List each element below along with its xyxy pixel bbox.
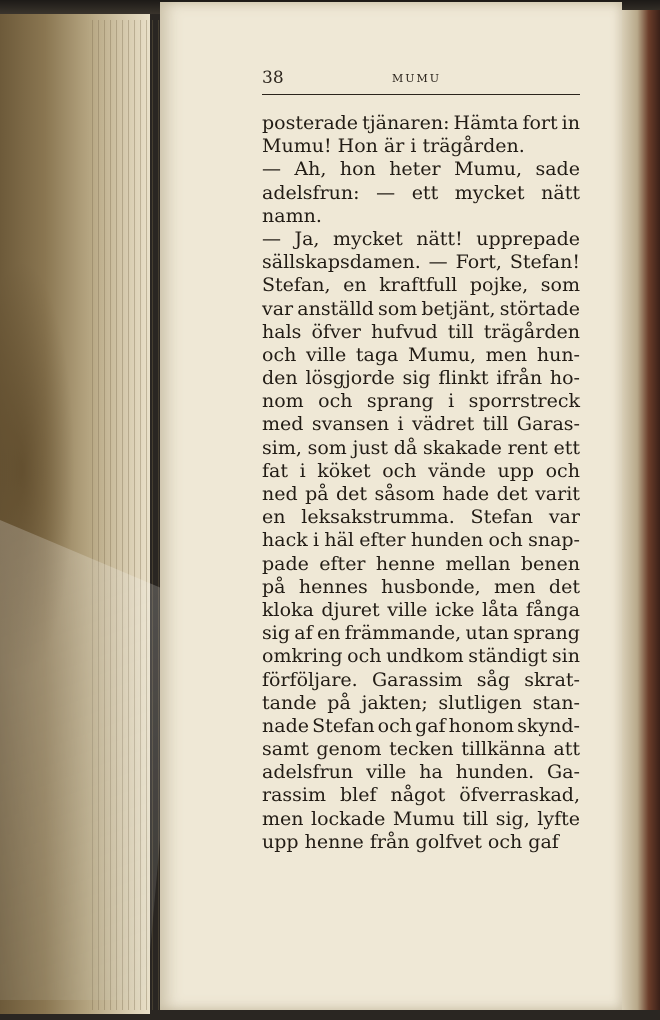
header-rule <box>262 94 580 95</box>
word: såg <box>476 668 510 691</box>
word: — <box>262 158 281 181</box>
word: nade <box>262 714 309 737</box>
text-line <box>262 669 580 692</box>
word: just <box>352 436 389 459</box>
word: öfver <box>311 320 362 343</box>
word: Fort, <box>455 251 502 274</box>
word: köket <box>317 459 371 482</box>
word: Hämta <box>453 112 519 134</box>
word: hals <box>262 320 302 343</box>
text-line <box>262 761 580 784</box>
word: lockade <box>311 807 386 830</box>
word: men <box>485 343 528 366</box>
word: benen <box>520 552 580 575</box>
text-line <box>262 321 580 344</box>
running-head: MUMU <box>392 72 442 85</box>
page-number: 38 <box>262 68 284 88</box>
word: och <box>488 529 523 552</box>
word: adelsfrun <box>262 761 354 784</box>
word: heter <box>389 158 441 181</box>
word: pojke, <box>469 274 529 297</box>
word: förföljare. <box>262 668 358 691</box>
word: till <box>447 320 474 343</box>
word: vände <box>428 459 486 482</box>
word: snap- <box>528 529 580 552</box>
word: henne <box>375 552 436 575</box>
word: hunden. <box>455 761 535 784</box>
text-line: Mumu! Hon är i trägården. <box>262 135 525 158</box>
word: tillkänna <box>461 738 546 761</box>
word: hack <box>262 529 308 552</box>
word: en <box>316 622 341 645</box>
word: Garassim <box>371 668 463 691</box>
word: en <box>343 274 367 297</box>
word: sällskapsdamen. <box>262 251 421 274</box>
word: sig <box>402 367 431 390</box>
word: fånga <box>525 598 580 621</box>
word: upprepade <box>476 227 580 250</box>
word: sade <box>535 158 580 181</box>
word: svansen <box>311 413 390 436</box>
word: i <box>448 390 455 413</box>
word: taga <box>355 343 399 366</box>
text-line <box>262 529 580 552</box>
text-line <box>262 413 580 436</box>
text-line <box>262 645 580 668</box>
word: Mumu, <box>408 343 476 366</box>
word: på <box>327 691 351 714</box>
word: mycket <box>454 181 525 204</box>
word: tande <box>262 691 317 714</box>
word: och <box>262 343 297 366</box>
word: nom <box>262 390 304 413</box>
word: sig, <box>495 807 530 830</box>
text-line <box>262 182 580 205</box>
word: hade <box>442 483 490 505</box>
text-line <box>262 483 580 506</box>
word: skakade <box>423 436 502 459</box>
word: fat <box>262 459 288 482</box>
text-line <box>262 344 580 367</box>
word: utan <box>465 622 509 645</box>
word: som <box>378 297 418 320</box>
word: slutligen <box>438 691 522 714</box>
word: Mumu <box>392 807 455 830</box>
word: genom <box>316 738 382 761</box>
page-header <box>262 66 580 96</box>
text-line: upp henne från golfvet och gaf <box>262 830 559 853</box>
text-line <box>262 553 580 576</box>
word: som <box>307 436 347 459</box>
word: sin <box>551 645 580 668</box>
word: in <box>561 112 580 134</box>
text-line <box>262 808 580 831</box>
text-line <box>262 112 580 135</box>
word: Garas- <box>516 413 580 436</box>
word: ständigt <box>468 645 548 668</box>
text-line <box>262 437 580 460</box>
word: det <box>548 575 580 598</box>
word: betjänt, <box>421 297 496 320</box>
word: fort <box>522 112 558 134</box>
word: och <box>382 459 417 482</box>
word: sig <box>262 622 290 645</box>
word: af <box>294 622 313 645</box>
word: blef <box>339 784 377 807</box>
text-line <box>262 158 580 181</box>
word: kloka <box>262 598 314 621</box>
word: ned <box>262 483 298 505</box>
word: var <box>548 506 580 529</box>
word: i <box>299 459 306 482</box>
word: och <box>318 390 353 413</box>
word: häl <box>324 529 355 552</box>
word: efter <box>359 529 406 552</box>
word: det <box>496 483 528 505</box>
word: Stefan, <box>262 274 331 297</box>
word: och <box>347 645 382 668</box>
word: trägården <box>483 320 580 343</box>
text-line <box>262 506 580 529</box>
body-text <box>262 112 580 854</box>
word: ifrån <box>496 367 543 390</box>
word: Mumu, <box>454 158 523 181</box>
word: ett <box>553 436 580 459</box>
word: Ga- <box>547 761 580 784</box>
word: djuret <box>321 598 380 621</box>
word: den <box>262 367 298 390</box>
text-line <box>262 599 580 622</box>
word: stan- <box>532 691 580 714</box>
text-line <box>262 390 580 413</box>
word: en <box>262 506 286 529</box>
word: sporrstreck <box>468 390 580 413</box>
word: Ja, <box>294 227 320 250</box>
word: sprang <box>366 390 434 413</box>
word: tjänaren: <box>362 112 450 134</box>
word: på <box>262 575 286 598</box>
word: posterade <box>262 112 359 134</box>
word: ville <box>387 598 428 621</box>
text-line <box>262 460 580 483</box>
text-line <box>262 784 580 807</box>
word: mycket <box>332 227 403 250</box>
word: upp <box>497 459 535 482</box>
word: i <box>313 529 320 552</box>
word: mellan <box>445 552 511 575</box>
word: nätt <box>541 181 580 204</box>
word: och <box>377 714 412 737</box>
word: tecken <box>389 738 454 761</box>
word: honom <box>448 714 515 737</box>
word: på <box>305 483 329 505</box>
word: Stefan! <box>509 251 580 274</box>
word: — <box>262 227 281 250</box>
word: såsom <box>374 483 435 505</box>
word: — <box>376 181 396 204</box>
word: skynd- <box>517 714 580 737</box>
text-line <box>262 692 580 715</box>
word: kraftfull <box>379 274 458 297</box>
word: Stefan <box>470 506 534 529</box>
book-cover-edge <box>622 10 660 1010</box>
text-line <box>262 576 580 599</box>
word: hennes <box>298 575 368 598</box>
word: till <box>462 807 489 830</box>
word: hufvud <box>371 320 438 343</box>
word: hunden <box>410 529 484 552</box>
word: vädret <box>412 413 475 436</box>
word: gaf <box>415 714 446 737</box>
word: leksakstrumma. <box>301 506 455 529</box>
word: skrat- <box>524 668 580 691</box>
text-line <box>262 274 580 297</box>
word: adelsfrun: <box>262 181 360 204</box>
word: nätt! <box>416 227 463 250</box>
word: främmande, <box>344 622 462 645</box>
word: Stefan <box>312 714 375 737</box>
word: ett <box>411 181 439 204</box>
word: sim, <box>262 436 302 459</box>
word: ho- <box>549 367 580 390</box>
word: samt <box>262 738 309 761</box>
text-line <box>262 367 580 390</box>
word: öfverraskad, <box>459 784 580 807</box>
text-line <box>262 251 580 274</box>
word: var <box>262 297 294 320</box>
word: efter <box>319 552 366 575</box>
word: flinkt <box>438 367 489 390</box>
word: rassim <box>262 784 327 807</box>
word: husbonde, <box>381 575 481 598</box>
word: i <box>397 413 404 436</box>
word: störtade <box>499 297 580 320</box>
word: ville <box>366 761 407 784</box>
text-line <box>262 298 580 321</box>
word: låta <box>481 598 519 621</box>
word: rent <box>507 436 548 459</box>
word: med <box>262 413 304 436</box>
word: varit <box>535 483 580 505</box>
word: lyfte <box>537 807 580 830</box>
word: till <box>482 413 509 436</box>
word: men <box>494 575 536 598</box>
word: och <box>545 459 580 482</box>
word: omkring <box>262 645 343 668</box>
word: då <box>393 436 418 459</box>
word: lösgjorde <box>305 367 395 390</box>
word: ville <box>306 343 347 366</box>
word: något <box>390 784 446 807</box>
word: det <box>336 483 368 505</box>
text-line: namn. <box>262 204 322 227</box>
word: icke <box>434 598 475 621</box>
word: — <box>428 251 448 274</box>
word: att <box>553 738 580 761</box>
word: ha <box>419 761 443 784</box>
word: anställd <box>297 297 374 320</box>
word: jakten; <box>361 691 428 714</box>
text-line <box>262 228 580 251</box>
word: undkom <box>386 645 464 668</box>
word: sprang <box>513 622 580 645</box>
text-line <box>262 738 580 761</box>
word: hon <box>339 158 376 181</box>
text-line <box>262 622 580 645</box>
word: som <box>540 274 580 297</box>
text-line <box>262 715 580 738</box>
word: men <box>262 807 304 830</box>
word: Ah, <box>294 158 327 181</box>
word: hun- <box>536 343 580 366</box>
word: pade <box>262 552 309 575</box>
